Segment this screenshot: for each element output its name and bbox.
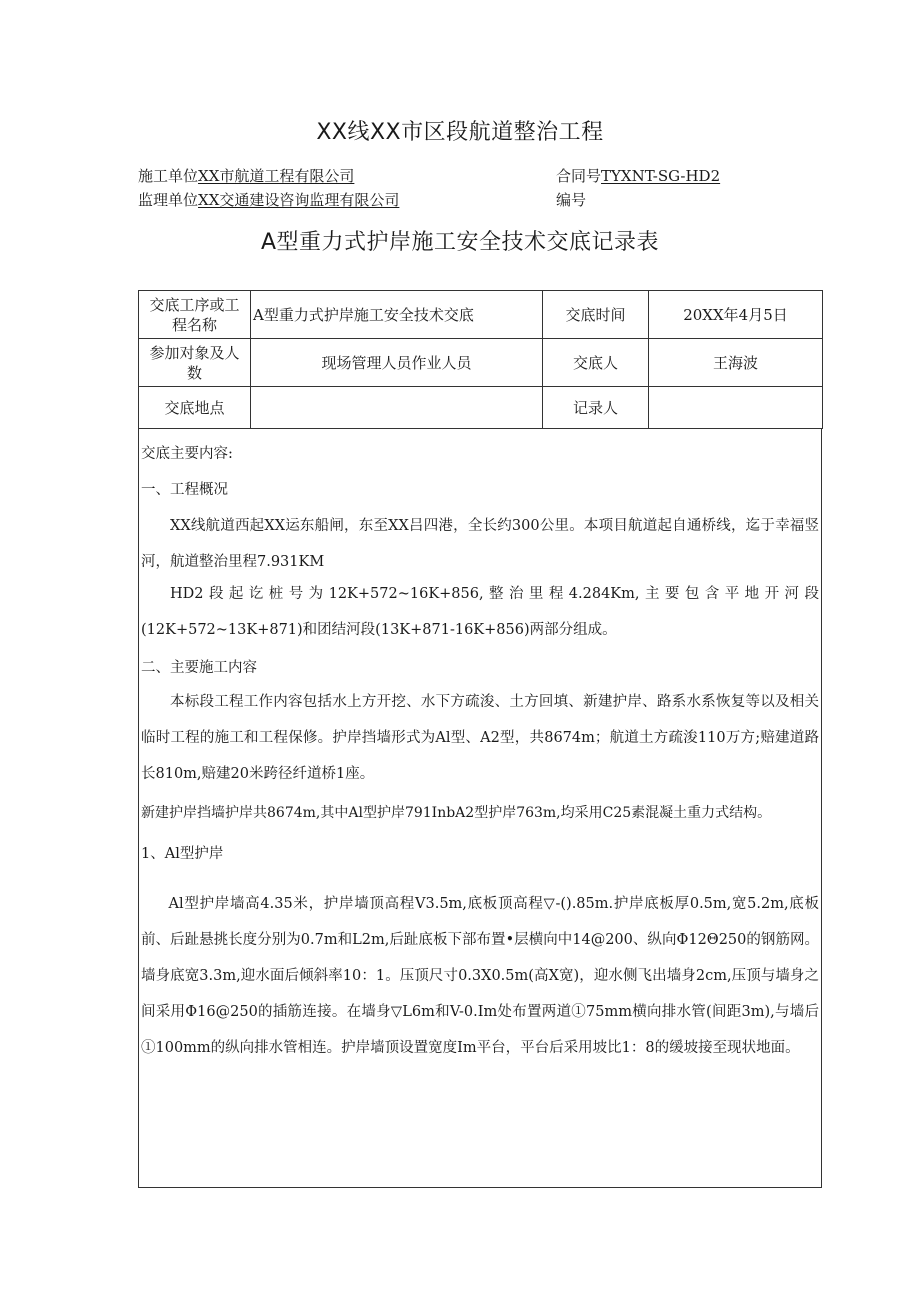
briefer-label: 交底人 (543, 339, 649, 387)
construction-unit-value: XX市航道工程有限公司 (198, 167, 355, 185)
location-label: 交底地点 (139, 387, 251, 429)
recorder-label: 记录人 (543, 387, 649, 429)
procedure-name-value: A型重力式护岸施工安全技术交底 (251, 291, 543, 339)
section-2-paragraph-1: 本标段工程工作内容包括水上方开挖、水下方疏浚、土方回填、新建护岸、路系水系恢复等以及相关临时工程的施工和工程保修。护岸挡墙形式为Al型、A2型，共8674m；航道土方疏浚110万方;赔建道路长810m,赔建20米跨径纤道桥1座。 (141, 694, 819, 782)
recorder-value (649, 387, 823, 429)
info-table (138, 290, 823, 429)
section-2-paragraph-2: 新建护岸挡墙护岸共8674m,其中Al型护岸791InbA2型护岸763m,均采用C25素混凝土重力式结构。 (141, 805, 772, 821)
subsection-1-title: 1、Al型护岸 (141, 846, 224, 862)
construction-unit-label: 施工单位 (138, 167, 199, 185)
section-1-paragraph-1: XX线航道西起XX运东船闸，东至XX吕四港，全长约300公里。本项目航道起自通桥线，迄于幸福竖河，航道整治里程7.931KM (141, 518, 819, 570)
table-row (139, 339, 823, 387)
section-1-title: 一、工程概况 (141, 482, 228, 498)
supervision-unit-label: 监理单位 (138, 191, 199, 209)
participants-value: 现场管理人员作业人员 (251, 339, 543, 387)
supervision-unit-line (138, 189, 399, 211)
procedure-name-label: 交底工序或工程名称 (139, 291, 251, 339)
contract-line (556, 165, 720, 187)
briefer-value: 王海波 (649, 339, 823, 387)
contract-label: 合同号 (556, 167, 602, 185)
section-2-title: 二、主要施工内容 (141, 660, 257, 676)
participants-label: 参加对象及人数 (139, 339, 251, 387)
location-value (251, 387, 543, 429)
briefing-content (138, 428, 822, 1188)
contract-number: TYXNT-SG-HD2 (601, 167, 721, 185)
number-line (556, 189, 586, 211)
briefing-time-label: 交底时间 (543, 291, 649, 339)
content-heading: 交底主要内容: (141, 446, 233, 462)
table-row (139, 387, 823, 429)
project-title: XX线XX市区段航道整治工程 (316, 120, 604, 145)
form-title: A型重力式护岸施工安全技术交底记录表 (260, 230, 660, 255)
subsection-1-paragraph: Al型护岸墙高4.35米，护岸墙顶高程V3.5m,底板顶高程▽-().85m.护岸底板厚0.5m,宽5.2m,底板前、后趾悬挑长度分别为0.7m和L2m,后趾底板下部布置•层横向中14@200、纵向Φ12Θ250的钢筋网。墙身底宽3.3m,迎水面后倾斜率10：1。压顶尺寸0.3X0.5m(高X宽)，迎水侧飞出墙身2cm,压顶与墙身之间采用Φ16@250的插筋连接。在墙身▽L6m和V-0.Im处布置两道①75mm横向排水管(间距3m),与墙后①100mm的纵向排水管相连。护岸墙顶设置宽度Im平台，平台后采用坡比1：8的缓坡接至现状地面。 (141, 896, 819, 1056)
table-row (139, 291, 823, 339)
briefing-time-value: 20XX年4月5日 (649, 291, 823, 339)
supervision-unit-value: XX交通建设咨询监理有限公司 (198, 191, 400, 209)
number-label: 编号 (556, 191, 587, 209)
section-1-paragraph-2: HD2段起讫桩号为12K+572~16K+856,整治里程4.284Km,主要包含平地开河段(12K+572~13K+871)和团结河段(13K+871-16K+856)两部分组成。 (141, 586, 819, 638)
construction-unit-line (138, 165, 354, 187)
